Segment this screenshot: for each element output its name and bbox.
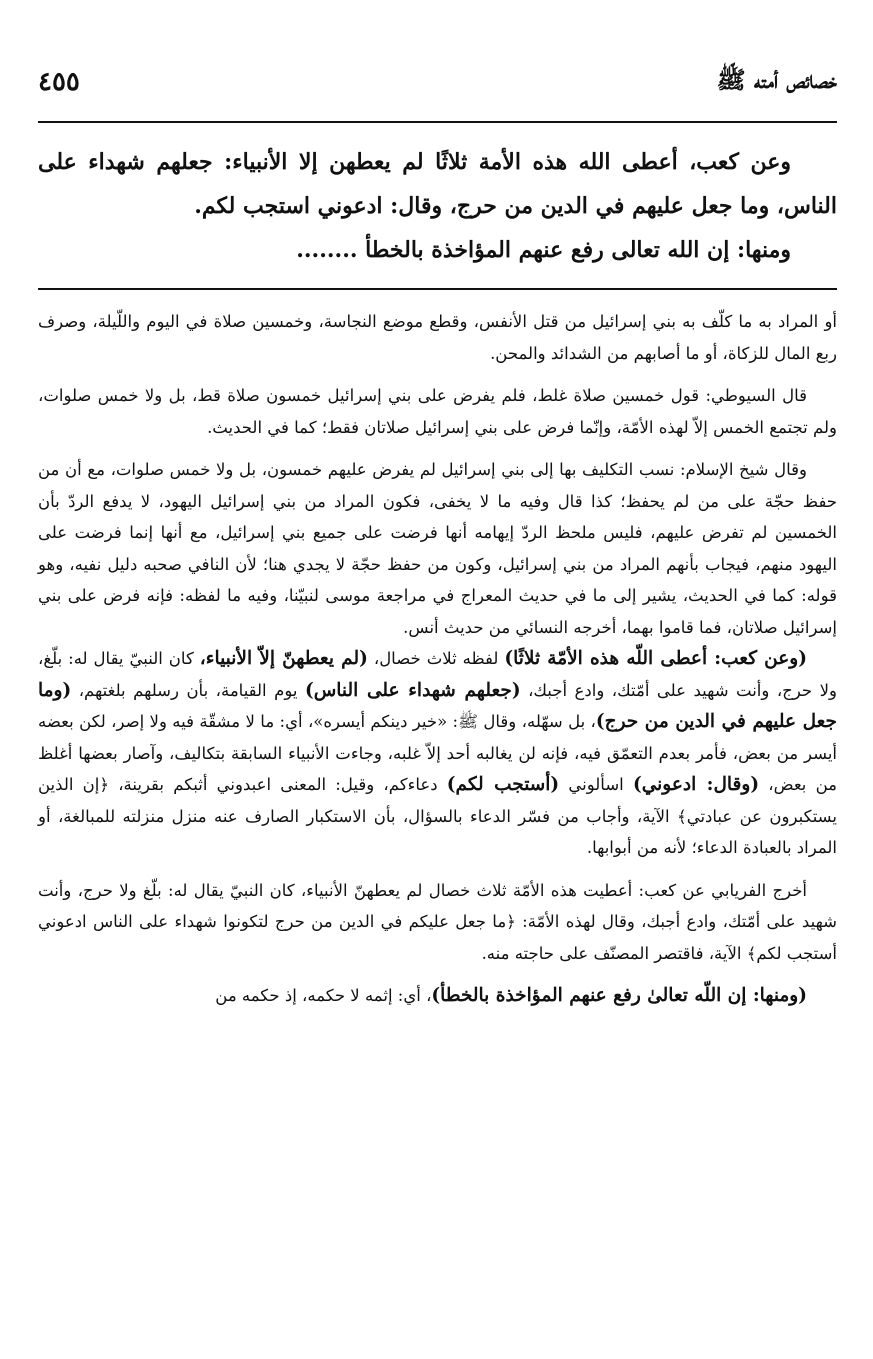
quoted-text: (وقال: ادعوني) <box>632 774 760 795</box>
separator-rule <box>38 288 837 290</box>
explanation-text: ، بل سهّله، وقال ﷺ: «خير دينكم أيسره»، أي: ما لا مشقّة فيه ولا إصر، لكن بعضه أيسر من بعض، فأمر بعدم التعمّق فيه، فإنه لن يغالبه أحد إلاّ غلبه، وجاءت الأنبياء السابقة بتكاليف، وآصار بعضها أغلظ من بعض، <box>38 712 838 794</box>
quoted-text: (جعلهم شهداء على الناس) <box>304 679 521 701</box>
page-number: ٤٥٥ <box>38 67 80 97</box>
main-text-line: وعن كعب، أعطى الله هذه الأمة ثلاثًا لم يعطهن إلا الأنبياء: جعلهم شهداء على الناس، وما جعل عليهم في الدين من حرج، وقال: ادعوني استجب لكم. <box>38 149 837 219</box>
explanation-text: يوم القيامة، بأن رسلهم بلغتهم، <box>71 680 305 700</box>
main-text-line: ومنها: إن الله تعالى رفع عنهم المؤاخذة بالخطأ ........ <box>296 237 791 263</box>
explanation-text: كان النبيّ يقال له: بلّغ، ولا حرج، وأنت شهيد على أمّتك، وادع أجبك، <box>38 649 837 700</box>
header-rule <box>38 121 837 123</box>
commentary-paragraph <box>38 643 837 864</box>
page-header <box>38 62 837 102</box>
commentary-paragraph: قال السيوطي: قول خمسين صلاة غلط، فلم يفرض على بني إسرائيل خمسون صلاة قط، بل ولا خمس صلوات، ولم تجتمع الخمس إلاّ لهذه الأمّة، وإنّما فرض على بني إسرائيل صلاتان فقط؛ كما في الحديث. <box>38 386 837 437</box>
quoted-text: (وعن كعب: أعطى اللّه هذه الأمّة ثلاثًا) <box>504 648 807 669</box>
quoted-text: (لم يعطهنّ إلاّ الأنبياء، <box>199 648 368 669</box>
quoted-text: (ومنها: إن اللّه تعالىٰ رفع عنهم المؤاخذة بالخطأ) <box>431 985 807 1006</box>
commentary <box>38 306 837 1023</box>
main-text <box>38 140 837 272</box>
commentary-paragraph: أو المراد به ما كلّف به بني إسرائيل من قتل الأنفس، وقطع موضع النجاسة، وخمسين صلاة في اليوم واللّيلة، وصرف ربع المال للزكاة، أو ما أصابهم من الشدائد والمحن. <box>38 312 837 363</box>
commentary-paragraph: أخرج الفريابي عن كعب: أعطيت هذه الأمّة ثلاث خصال لم يعطهنّ الأنبياء، كان النبيّ يقال له: بلّغ ولا حرج، وأنت شهيد على أمّتك، وادع أجبك، وقال لهذه الأمّة: ﴿ما جعل عليكم في الدين من حرج لتكونوا شهداء على الناس ادعوني أستجب لكم﴾ الآية، فاقتصر المصنّف على حاجته منه. <box>38 880 837 963</box>
commentary-paragraph <box>38 980 837 1012</box>
quoted-text: (أستجب لكم) <box>446 774 560 795</box>
explanation-text: دعاءكم، وقيل: المعنى اعبدوني أثبكم بقرينة، ﴿إن الذين يستكبرون عن عبادتي﴾ الآية، وأجاب من فسّر الدعاء بالسؤال، بأن الاستكبار الصارف عنه منزل منزلته للمبالغة، أو المراد بالعبادة الدعاء؛ لأنه من أبوابها. <box>38 775 837 857</box>
commentary-paragraph: وقال شيخ الإسلام: نسب التكليف بها إلى بني إسرائيل لم يفرض عليهم خمسون، بل ولا خمس صلوات، مع أن من حفظ حجّة على من لم يحفظ؛ كذا قال وفيه ما لا يخفى، فكون المراد من بني إسرائيل اليهود، لا يدفع الردّ بأن الخمسين لم تفرض عليهم، فليس ملحظ الردّ إيهامه أنها فرضت على جميع بني إسرائيل، مع أنها إنما فرضت على اليهود منهم، فيجاب بأنهم المراد من بني إسرائيل، وكون من حفظ حجّة لا يجدي هنا؛ لأن النافي صحبه دليل نفيه، وهو قوله: كما في الحديث، يشير إلى ما في حديث المعراج في مراجعة موسى لنبيّنا، وفيه ما لفظه: فإنه فرض على بني إسرائيل صلاتان، فما قاموا بهما، أخرجه النسائي من حديث أنس. <box>38 460 837 637</box>
explanation-text: لفظه ثلاث خصال، <box>367 649 505 668</box>
explanation-text: اسألوني <box>559 775 633 794</box>
quoted-text: (وما جعل عليهم في الدين من حرج) <box>38 679 837 732</box>
explanation-text: ، أي: إثمه لا حكمه، إذ حكمه من <box>215 986 432 1005</box>
running-title: خصائص أمته ﷺ <box>716 64 837 94</box>
